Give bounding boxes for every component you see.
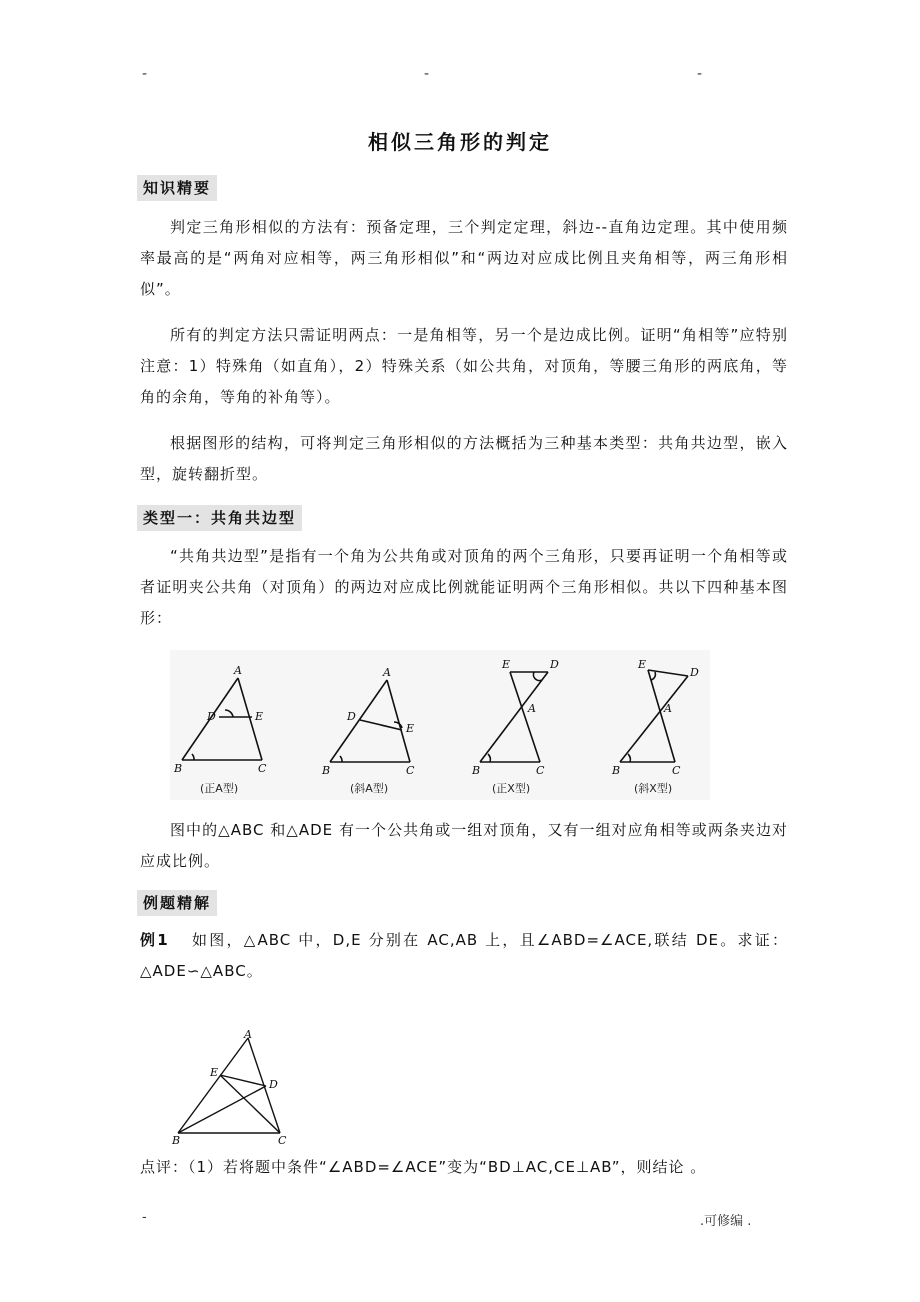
- paragraph-figure-explanation: 图中的△ABC 和△ADE 有一个公共角或一组对顶角，又有一组对应角相等或两条夹边对应成比例。: [140, 821, 788, 870]
- header-mark-left: -: [142, 66, 148, 82]
- basic-figures-svg: [170, 650, 710, 800]
- figure-upright-x: [480, 672, 548, 762]
- ex1-label-d: D: [269, 1078, 278, 1091]
- fig1-caption: (正A型): [200, 782, 239, 795]
- header-mark-right: -: [697, 66, 703, 82]
- fig3-label-a: A: [528, 702, 536, 715]
- example-1-body: 如图，△ABC 中，D,E 分别在 AC,AB 上，且∠ABD=∠ACE,联结 DE。求证：△ADE∽△ABC。: [140, 931, 789, 980]
- fig2-label-e: E: [406, 722, 415, 735]
- fig2-label-b: B: [322, 764, 331, 777]
- example-1-label: 例1: [140, 931, 169, 949]
- footer-text-right: .可修编 .: [700, 1214, 752, 1229]
- fig1-label-d: D: [207, 710, 216, 723]
- section-heading-type-one: 类型一：共角共边型: [137, 505, 302, 531]
- fig3-label-d: D: [550, 658, 559, 671]
- header-mark-center: -: [424, 66, 430, 82]
- fig2-label-a: A: [383, 666, 391, 679]
- paragraph-three-types: 根据图形的结构，可将判定三角形相似的方法概括为三种基本类型：共角共边型，嵌入型，旋转翻折型。: [140, 434, 788, 483]
- fig4-label-b: B: [612, 764, 621, 777]
- fig4-label-c: C: [672, 764, 681, 777]
- figure-slanted-x: [620, 670, 688, 762]
- comment-text: 点评：（1）若将题中条件“∠ABD=∠ACE”变为“BD⊥AC,CE⊥AB”，则结论 。: [140, 1158, 707, 1176]
- fig4-caption: (斜X型): [634, 782, 673, 795]
- fig2-label-c: C: [406, 764, 415, 777]
- ex1-label-c: C: [278, 1134, 287, 1147]
- fig1-label-e: E: [255, 710, 264, 723]
- fig3-caption: (正X型): [492, 782, 531, 795]
- example-1-text: [140, 925, 788, 987]
- fig3-label-e: E: [502, 658, 511, 671]
- fig4-label-d: D: [690, 666, 699, 679]
- footer-mark-left: -: [142, 1210, 147, 1225]
- figure-slanted-a: [330, 680, 410, 762]
- section-heading-knowledge: 知识精要: [137, 175, 217, 201]
- fig2-caption: (斜A型): [350, 782, 389, 795]
- fig3-label-b: B: [472, 764, 481, 777]
- section-heading-examples: 例题精解: [137, 890, 217, 916]
- ex1-label-b: B: [172, 1134, 181, 1147]
- fig3-label-c: C: [536, 764, 545, 777]
- paragraph-proof-points: 所有的判定方法只需证明两点：一是角相等，另一个是边成比例。证明“角相等”应特别注意：1）特殊角（如直角），2）特殊关系（如公共角，对顶角，等腰三角形的两底角，等角的余角，等角的补角等）。: [140, 326, 788, 406]
- paragraph-methods: 判定三角形相似的方法有：预备定理，三个判定定理，斜边--直角边定理。其中使用频率最高的是“两角对应相等，两三角形相似”和“两边对应成比例且夹角相等，两三角形相似”。: [140, 218, 788, 298]
- basic-figures-panel: [170, 650, 710, 800]
- paragraph-type-one-definition: “共角共边型”是指有一个角为公共角或对顶角的两个三角形，只要再证明一个角相等或者证明夹公共角（对顶角）的两边对应成比例就能证明两个三角形相似。共以下四种基本图形：: [140, 547, 788, 627]
- fig1-label-a: A: [234, 664, 242, 677]
- fig1-label-b: B: [174, 762, 183, 775]
- ex1-label-a: A: [244, 1030, 252, 1041]
- fig1-label-c: C: [258, 762, 267, 775]
- fig2-label-d: D: [347, 710, 356, 723]
- example-1-figure-svg: [168, 1030, 298, 1150]
- fig4-label-a: A: [664, 702, 672, 715]
- figure-upright-a: [182, 678, 262, 760]
- fig4-label-e: E: [638, 658, 647, 671]
- ex1-label-e: E: [210, 1066, 219, 1079]
- page-title: 相似三角形的判定: [368, 130, 552, 154]
- example-1-figure: [168, 1030, 298, 1150]
